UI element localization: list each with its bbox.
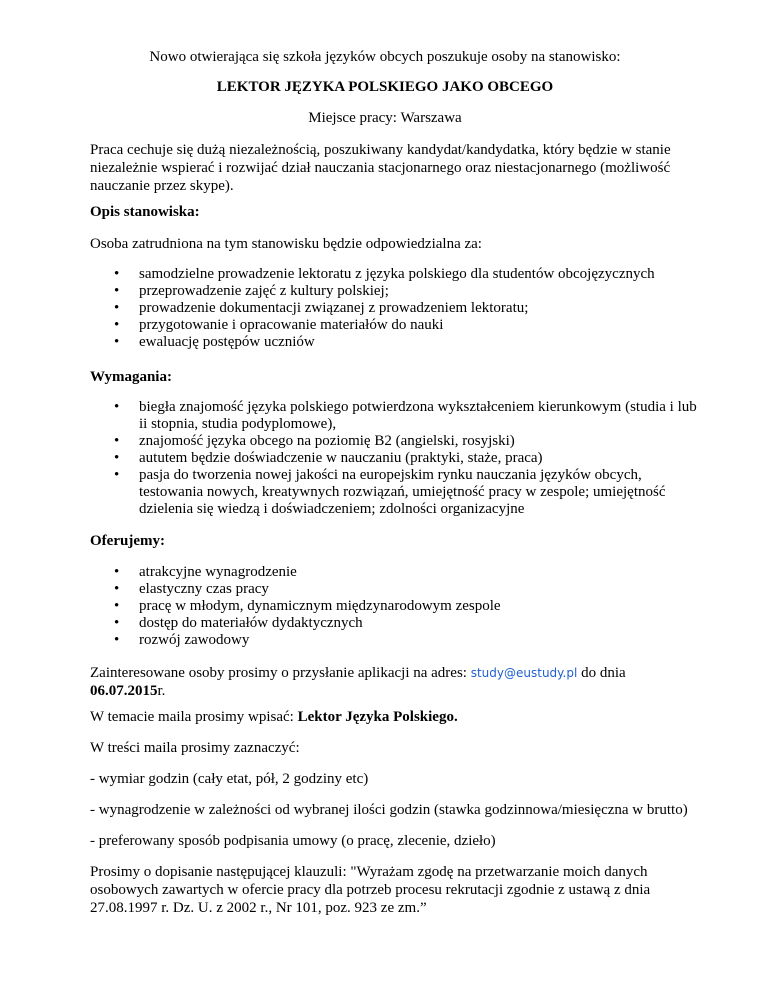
offer-heading: Oferujemy: [90,533,165,549]
job-description-heading: Opis stanowiska: [90,204,200,220]
list-item: • samodzielne prowadzenie lektoratu z języka polskiego dla studentów obcojęzycznych [90,266,705,283]
deadline-date: 06.07.2015 [90,683,158,699]
intro-text: Nowo otwierająca się szkoła języków obcych poszukuje osoby na stanowisko: [149,49,621,65]
responsibilities-list [90,266,705,351]
subject-value: Lektor Języka Polskiego. [297,709,458,725]
list-item: • prowadzenie dokumentacji związanej z prowadzeniem lektoratu; [90,300,705,317]
list-item: • znajomość języka obcego na poziomię B2 (angielski, rosyjski) [90,433,705,450]
position-title: LEKTOR JĘZYKA POLSKIEGO JAKO OBCEGO [216,79,554,95]
list-item: • atrakcyjne wynagrodzenie [90,564,705,581]
list-item: • elastyczny czas pracy [90,581,705,598]
job-description-lead: Osoba zatrudniona na tym stanowisku będzie odpowiedzialna za: [90,236,482,252]
email-link[interactable]: study@eustudy.pl [470,666,578,680]
list-item: • przeprowadzenie zajęć z kultury polskiej; [90,283,705,300]
description-paragraph: Praca cechuje się dużą niezależnością, poszukiwany kandydat/kandydatka, który będzie w stanie niezależnie wspierać i rozwijać dział nauczania stacjonarnego oraz niestacjonarnego (możliwość nauczanie przez skype). [90,142,671,194]
instruction-hours: - wymiar godzin (cały etat, pół, 2 godziny etc) [90,771,369,787]
deadline-suffix: r. [157,683,166,699]
requirements-heading: Wymagania: [90,369,172,385]
offer-list [90,564,705,649]
work-location: Miejsce pracy: Warszawa [308,110,462,126]
application-text: Zainteresowane osoby prosimy o przysłanie aplikacji na adres: [90,665,471,681]
list-item: • dostęp do materiałów dydaktycznych [90,615,705,632]
instruction-salary: - wynagrodzenie w zależności od wybranej ilości godzin (stawka godzinnowa/miesięczna w brutto) [90,802,688,818]
list-item: • pasja do tworzenia nowej jakości na europejskim rynku nauczania języków obcych, testowania nowych, kreatywnych rozwiązań, umiejętność pracy w zespole; umiejętność dzielenia się wiedzą i doświadczeniem; zdolności organizacyjne [90,467,705,518]
list-item: • ewaluację postępów uczniów [90,334,705,351]
body-instructions-lead: W treści maila prosimy zaznaczyć: [90,740,300,756]
list-item: • rozwój zawodowy [90,632,705,649]
subject-lead: W temacie maila prosimy wpisać: [90,709,298,725]
application-paragraph [90,664,705,700]
list-item: • przygotowanie i opracowanie materiałów do nauki [90,317,705,334]
application-text-after: do dnia [577,665,626,681]
subject-paragraph [90,708,705,726]
list-item: • pracę w młodym, dynamicznym międzynarodowym zespole [90,598,705,615]
requirements-list [90,399,705,518]
consent-clause: Prosimy o dopisanie następującej klauzuli: "Wyrażam zgodę na przetwarzanie moich danych osobowych zawartych w ofercie pracy dla potrzeb procesu rekrutacji zgodnie z ustawą z dnia 27.08.1997 r. Dz. U. z 2002 r., Nr 101, poz. 923 ze zm.” [90,864,651,916]
list-item: • aututem będzie doświadczenie w nauczaniu (praktyki, staże, praca) [90,450,705,467]
instruction-contract: - preferowany sposób podpisania umowy (o pracę, zlecenie, dzieło) [90,833,496,849]
list-item: • biegła znajomość języka polskiego potwierdzona wykształceniem kierunkowym (studia i lub ii stopnia, studia podyplomowe), [90,399,705,433]
